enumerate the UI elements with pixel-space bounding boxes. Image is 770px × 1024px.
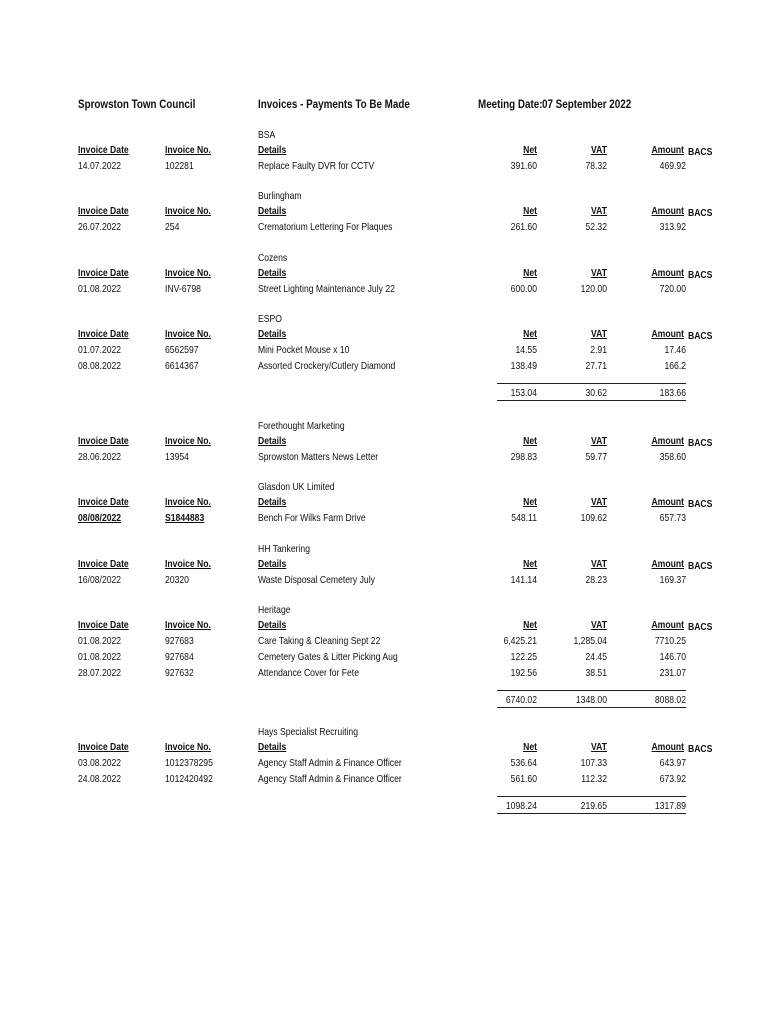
vat-value: 1,285.04: [573, 635, 607, 647]
net-value: 548.11: [511, 512, 537, 524]
total-amount: 183.66: [659, 387, 686, 399]
invoice-date-header: Invoice Date: [78, 328, 129, 340]
net-value: 14.55: [515, 344, 537, 356]
total-rule-top: [497, 383, 686, 384]
bacs-label: BACS: [688, 498, 713, 510]
vat-value: 27.71: [585, 360, 607, 372]
invoice-detail: Replace Faulty DVR for CCTV: [258, 160, 375, 172]
invoice-date: 08/08/2022: [78, 512, 122, 524]
supplier-name: Hays Specialist Recruiting: [258, 726, 359, 738]
total-net: 153.04: [510, 387, 537, 399]
invoice-no-header: Invoice No.: [165, 205, 211, 217]
supplier-name: Forethought Marketing: [258, 420, 345, 432]
invoice-date: 01.07.2022: [78, 344, 122, 356]
amount-value: 358.60: [659, 451, 686, 463]
net-value: 138.49: [510, 360, 537, 372]
vat-value: 28.23: [585, 574, 607, 586]
vat-value: 109.62: [580, 512, 607, 524]
net-value: 561.60: [510, 773, 537, 785]
total-rule-top: [497, 690, 686, 691]
vat-value: 59.77: [585, 451, 607, 463]
invoice-date-header: Invoice Date: [78, 558, 129, 570]
vat-header: VAT: [591, 496, 607, 508]
total-amount: 8088.02: [654, 694, 686, 706]
net-header: Net: [523, 496, 537, 508]
invoice-date: 28.07.2022: [78, 667, 122, 679]
invoice-detail: Street Lighting Maintenance July 22: [258, 283, 395, 295]
total-rule-bottom: [497, 813, 686, 814]
vat-value: 78.32: [585, 160, 607, 172]
invoice-no-header: Invoice No.: [165, 496, 211, 508]
net-value: 192.56: [510, 667, 537, 679]
vat-value: 107.33: [580, 757, 607, 769]
supplier-name: Heritage: [258, 604, 291, 616]
invoice-no-header: Invoice No.: [165, 328, 211, 340]
supplier-name: BSA: [258, 129, 276, 141]
invoice-detail: Crematorium Lettering For Plaques: [258, 221, 393, 233]
amount-value: 7710.25: [654, 635, 686, 647]
total-net: 1098.24: [505, 800, 537, 812]
net-value: 6,425.21: [503, 635, 537, 647]
details-header: Details: [258, 328, 287, 340]
invoice-detail: Agency Staff Admin & Finance Officer: [258, 773, 402, 785]
vat-value: 38.51: [585, 667, 607, 679]
amount-value: 673.92: [659, 773, 686, 785]
vat-header: VAT: [591, 558, 607, 570]
details-header: Details: [258, 496, 287, 508]
invoice-date: 24.08.2022: [78, 773, 122, 785]
amount-value: 146.70: [659, 651, 686, 663]
vat-value: 120.00: [580, 283, 607, 295]
total-vat: 219.65: [580, 800, 607, 812]
vat-header: VAT: [591, 328, 607, 340]
bacs-label: BACS: [688, 621, 713, 633]
net-header: Net: [523, 267, 537, 279]
invoice-detail: Bench For Wilks Farm Drive: [258, 512, 366, 524]
invoice-detail: Mini Pocket Mouse x 10: [258, 344, 350, 356]
amount-header: Amount: [651, 619, 684, 631]
amount-value: 720.00: [659, 283, 686, 295]
meeting-date-label: Meeting Date:: [478, 97, 543, 111]
vat-value: 2.91: [590, 344, 607, 356]
invoice-number: 927684: [165, 651, 194, 663]
invoice-date-header: Invoice Date: [78, 144, 129, 156]
invoice-number: INV-6798: [165, 283, 201, 295]
amount-header: Amount: [651, 741, 684, 753]
details-header: Details: [258, 267, 287, 279]
invoice-date: 08.08.2022: [78, 360, 122, 372]
total-rule-bottom: [497, 707, 686, 708]
total-rule-top: [497, 796, 686, 797]
invoice-date: 14.07.2022: [78, 160, 122, 172]
amount-value: 643.97: [659, 757, 686, 769]
invoice-detail: Assorted Crockery/Cutlery Diamond: [258, 360, 396, 372]
supplier-name: HH Tankering: [258, 543, 311, 555]
council-name: Sprowston Town Council: [78, 97, 196, 111]
invoice-detail: Waste Disposal Cemetery July: [258, 574, 375, 586]
amount-value: 313.92: [659, 221, 686, 233]
vat-header: VAT: [591, 205, 607, 217]
invoice-detail: Attendance Cover for Fete: [258, 667, 359, 679]
invoice-no-header: Invoice No.: [165, 435, 211, 447]
bacs-label: BACS: [688, 560, 713, 572]
invoice-date: 28.06.2022: [78, 451, 122, 463]
net-value: 600.00: [510, 283, 537, 295]
net-header: Net: [523, 328, 537, 340]
vat-value: 112.32: [581, 773, 607, 785]
amount-header: Amount: [651, 435, 684, 447]
total-vat: 30.62: [585, 387, 607, 399]
net-header: Net: [523, 205, 537, 217]
amount-header: Amount: [651, 558, 684, 570]
amount-header: Amount: [651, 144, 684, 156]
invoice-number: 6562597: [165, 344, 199, 356]
invoice-date-header: Invoice Date: [78, 205, 129, 217]
net-value: 536.64: [510, 757, 537, 769]
invoice-number: S1844883: [165, 512, 205, 524]
supplier-name: Glasdon UK Limited: [258, 481, 335, 493]
invoice-detail: Cemetery Gates & Litter Picking Aug: [258, 651, 398, 663]
details-header: Details: [258, 619, 287, 631]
meeting-date-value: 07 September 2022: [542, 97, 632, 111]
bacs-label: BACS: [688, 437, 713, 449]
invoice-date: 01.08.2022: [78, 651, 122, 663]
invoice-no-header: Invoice No.: [165, 619, 211, 631]
invoice-date: 01.08.2022: [78, 635, 122, 647]
total-amount: 1317.89: [654, 800, 686, 812]
amount-value: 166.2: [664, 360, 686, 372]
invoice-date: 01.08.2022: [78, 283, 122, 295]
net-value: 391.60: [510, 160, 537, 172]
vat-header: VAT: [591, 435, 607, 447]
invoice-detail: Care Taking & Cleaning Sept 22: [258, 635, 381, 647]
vat-header: VAT: [591, 267, 607, 279]
net-header: Net: [523, 435, 537, 447]
supplier-name: Burlingham: [258, 190, 302, 202]
bacs-label: BACS: [688, 743, 713, 755]
bacs-label: BACS: [688, 269, 713, 281]
invoice-number: 20320: [165, 574, 189, 586]
invoice-detail: Sprowston Matters News Letter: [258, 451, 379, 463]
details-header: Details: [258, 144, 287, 156]
total-rule-bottom: [497, 400, 686, 401]
bacs-label: BACS: [688, 207, 713, 219]
invoice-number: 102281: [165, 160, 194, 172]
invoice-date-header: Invoice Date: [78, 496, 129, 508]
amount-value: 469.92: [659, 160, 686, 172]
details-header: Details: [258, 741, 287, 753]
amount-value: 169.37: [659, 574, 686, 586]
invoice-number: 927632: [165, 667, 194, 679]
amount-value: 657.73: [659, 512, 686, 524]
bacs-label: BACS: [688, 330, 713, 342]
invoice-number: 1012378295: [165, 757, 213, 769]
vat-header: VAT: [591, 741, 607, 753]
invoice-number: 13954: [165, 451, 189, 463]
net-value: 141.14: [510, 574, 537, 586]
invoice-date-header: Invoice Date: [78, 619, 129, 631]
invoice-no-header: Invoice No.: [165, 741, 211, 753]
page-title: Invoices - Payments To Be Made: [258, 97, 410, 111]
amount-header: Amount: [651, 205, 684, 217]
supplier-name: ESPO: [258, 313, 282, 325]
amount-value: 231.07: [659, 667, 686, 679]
details-header: Details: [258, 435, 287, 447]
vat-header: VAT: [591, 619, 607, 631]
vat-value: 24.45: [585, 651, 607, 663]
invoice-number: 6614367: [165, 360, 199, 372]
amount-header: Amount: [651, 328, 684, 340]
amount-header: Amount: [651, 496, 684, 508]
total-net: 6740.02: [505, 694, 537, 706]
net-header: Net: [523, 619, 537, 631]
net-value: 298.83: [510, 451, 537, 463]
details-header: Details: [258, 205, 287, 217]
net-value: 261.60: [510, 221, 537, 233]
invoice-detail: Agency Staff Admin & Finance Officer: [258, 757, 402, 769]
invoice-no-header: Invoice No.: [165, 267, 211, 279]
invoice-no-header: Invoice No.: [165, 558, 211, 570]
invoice-number: 927683: [165, 635, 194, 647]
amount-value: 17.46: [664, 344, 686, 356]
invoice-no-header: Invoice No.: [165, 144, 211, 156]
invoice-number: 254: [165, 221, 180, 233]
invoice-date-header: Invoice Date: [78, 741, 129, 753]
invoice-date: 16/08/2022: [78, 574, 122, 586]
invoice-date-header: Invoice Date: [78, 267, 129, 279]
invoice-number: 1012420492: [165, 773, 213, 785]
net-header: Net: [523, 558, 537, 570]
net-header: Net: [523, 741, 537, 753]
vat-header: VAT: [591, 144, 607, 156]
vat-value: 52.32: [585, 221, 607, 233]
supplier-name: Cozens: [258, 252, 288, 264]
invoice-date-header: Invoice Date: [78, 435, 129, 447]
net-header: Net: [523, 144, 537, 156]
amount-header: Amount: [651, 267, 684, 279]
invoice-date: 03.08.2022: [78, 757, 122, 769]
bacs-label: BACS: [688, 146, 713, 158]
total-vat: 1348.00: [575, 694, 607, 706]
net-value: 122.25: [510, 651, 537, 663]
invoice-date: 26.07.2022: [78, 221, 122, 233]
details-header: Details: [258, 558, 287, 570]
